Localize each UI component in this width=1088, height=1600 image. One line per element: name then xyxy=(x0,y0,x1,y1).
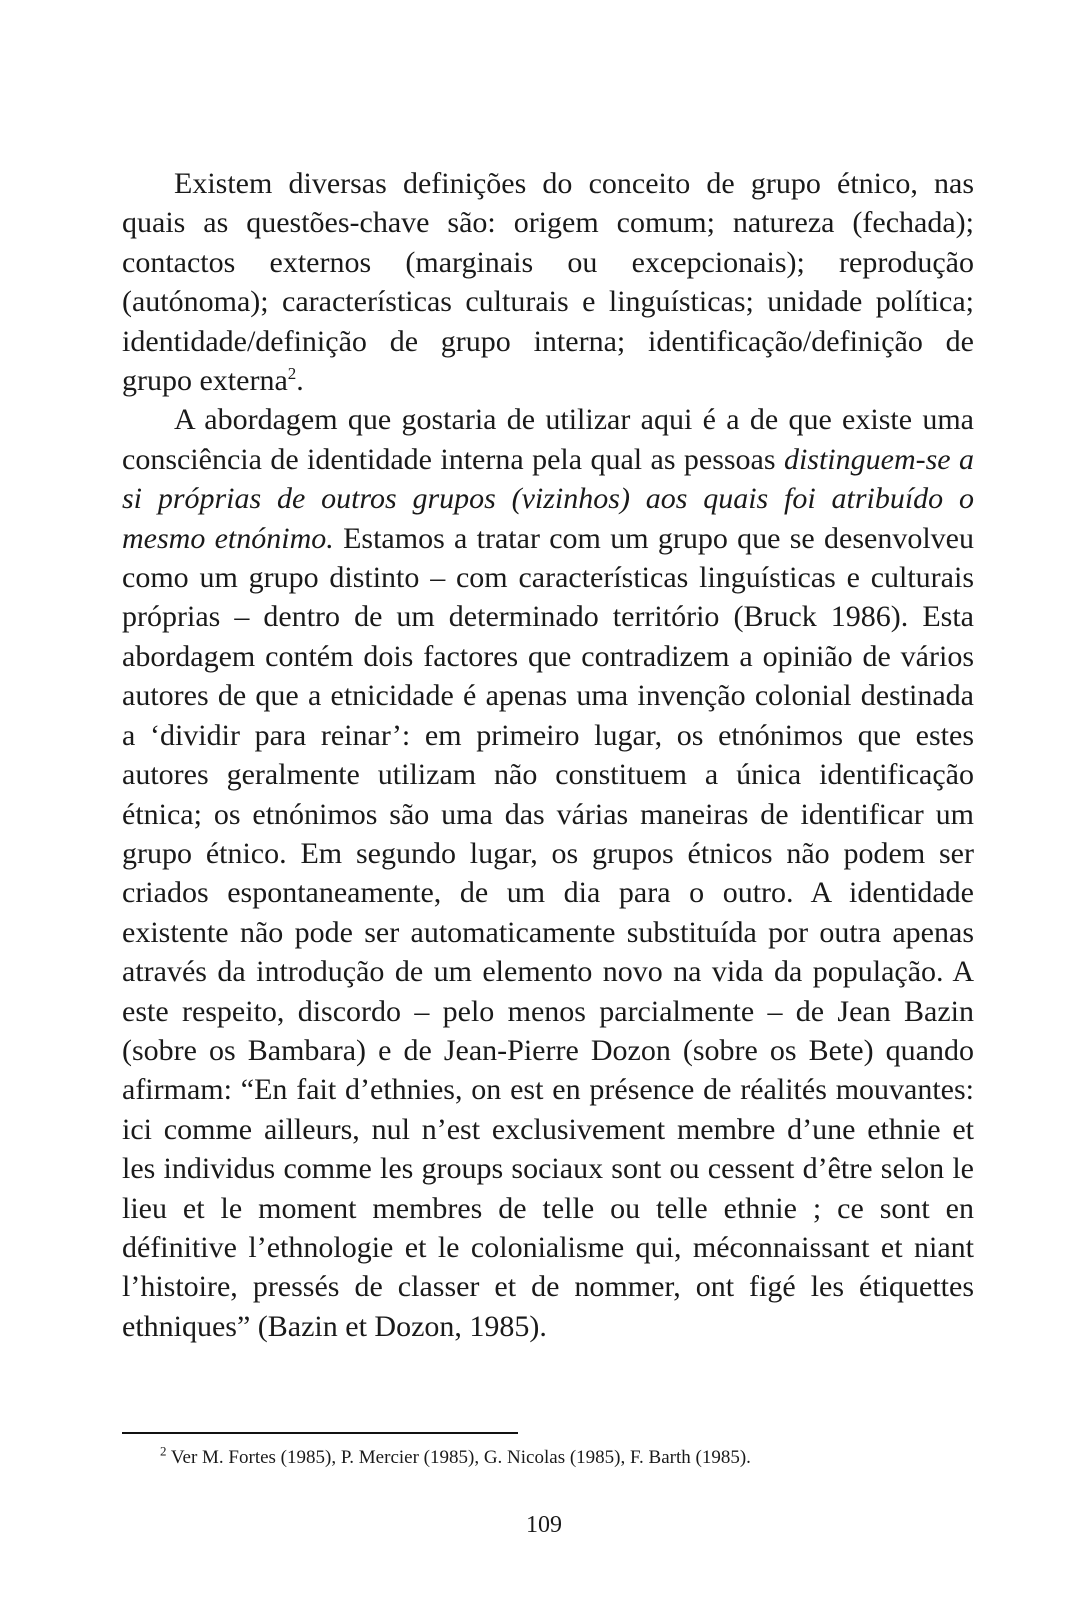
paragraph-1-end: . xyxy=(296,364,304,398)
paragraph-2-text-rest: Estamos a tratar com um grupo que se desenvolveu como um grupo distinto – com características linguísticas e culturais próprias – dentro de um determinado território (Bruck 1986). Esta abordagem contém dois factores que contradizem a opinião de vários autores de que a etnicidade é apenas uma invenção colonial destinada a ‘dividir para reinar’: em primeiro lugar, os etnónimos que estes autores geralmente utilizam não constituem a única identificação étnica; os etnónimos são uma das várias maneiras de identificar um grupo étnico. Em segundo lugar, os grupos étnicos não podem ser criados espontaneamente, de um dia para o outro. A identidade existente não pode ser automaticamente substituída por outra apenas através da introdução de um elemento novo na vida da população. A este respeito, discordo – pelo menos parcialmente – de Jean Bazin (sobre os Bambara) e de Jean-Pierre Dozon (sobre os Bete) quando afirmam: “En fait d’ethnies, on est en présence de réalités mouvantes: ici comme ailleurs, nul n’est exclusivement membre d’une ethnie et les individus comme les groups sociaux sont ou cessent d’être selon le lieu et le moment membres de telle ou telle ethnie ; ce sont en définitive l’ethnologie et le colonialisme qui, méconnaissant et niant l’histoire, pressés de classer et de nommer, ont figé les étiquettes ethniques” (Bazin et Dozon, 1985). xyxy=(122,521,974,1343)
paragraph-2-text-start: A abordagem que gostaria de utilizar aqui é a de que existe uma consciência de identidade interna pela qual as pessoas xyxy=(122,403,974,476)
footnote-reference: 2 xyxy=(287,364,297,384)
footnote-number: 2 xyxy=(160,1443,167,1459)
page-number: 109 xyxy=(526,1512,562,1538)
paragraph-2 xyxy=(122,400,974,1346)
footnote xyxy=(160,1443,960,1470)
paragraph-1 xyxy=(122,164,974,400)
body-text xyxy=(122,164,974,1346)
paragraph-2-italic-text: distinguem-se a si próprias de outros grupos (vizinhos) aos quais foi atribuído o mesmo etnónimo. xyxy=(122,442,974,555)
footnote-divider xyxy=(122,1432,518,1434)
paragraph-1-text: Existem diversas definições do conceito de grupo étnico, nas quais as questões-chave são: origem comum; natureza (fechada); contactos externos (marginais ou excepcionais); reprodução (autónoma); características culturais e linguísticas; unidade política; identidade/definição de grupo interna; identificação/definição de grupo externa xyxy=(122,167,974,398)
footnote-text: Ver M. Fortes (1985), P. Mercier (1985), G. Nicolas (1985), F. Barth (1985). xyxy=(166,1447,751,1468)
